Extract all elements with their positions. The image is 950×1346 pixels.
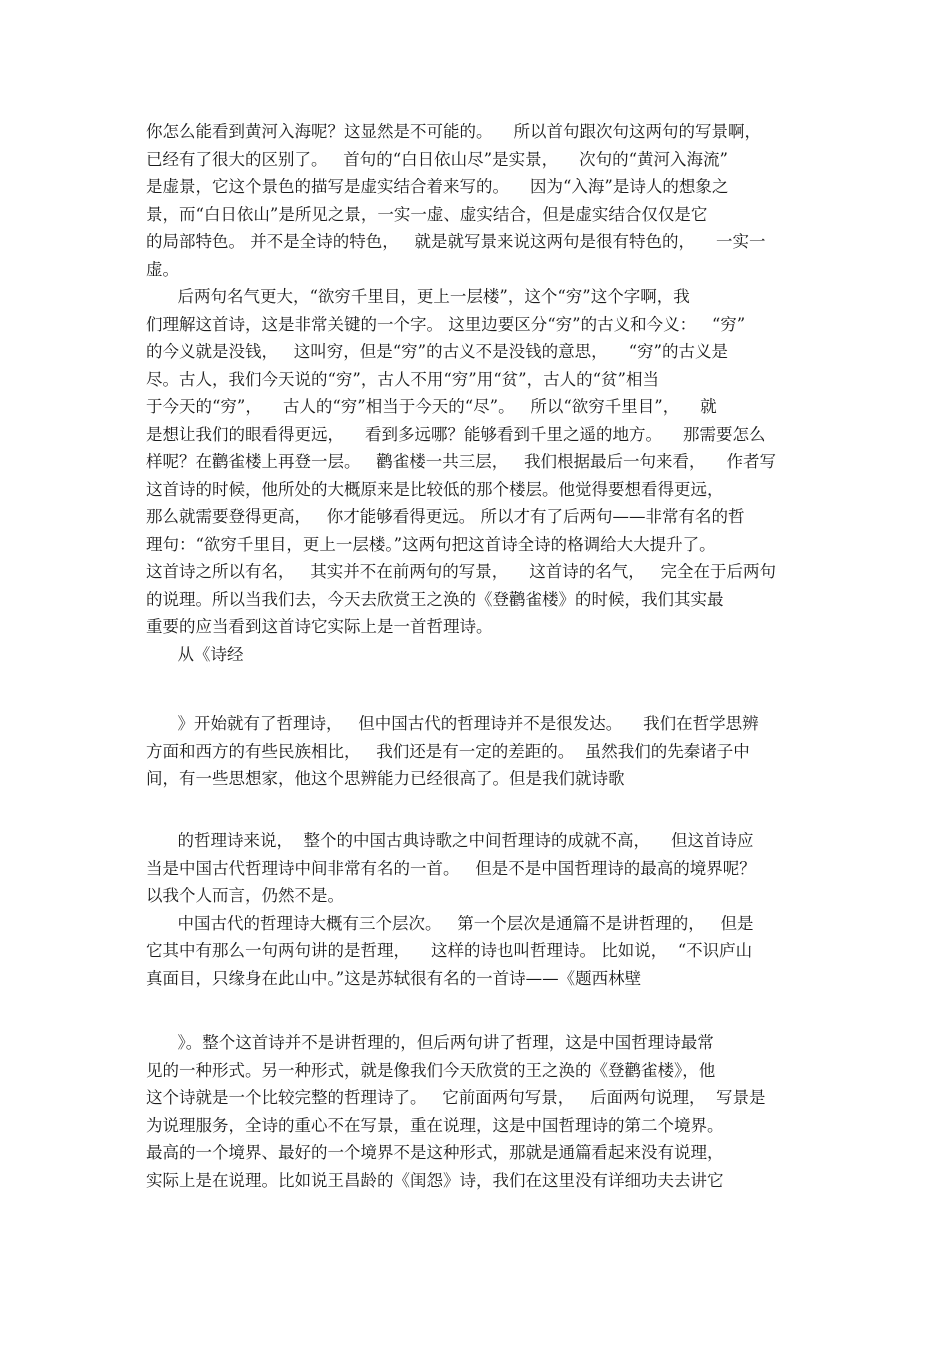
text-line: 的今义就是没钱， 这叫穷，但是“穷”的古义不是没钱的意思， “穷”的古义是 — [146, 342, 728, 361]
text-line: 以我个人而言，仍然不是。 — [146, 886, 344, 905]
text-block-2 — [146, 710, 816, 793]
text-line: 的局部特色。 并不是全诗的特色， 就是就写景来说这两句是很有特色的， 一实一 — [146, 232, 766, 251]
text-line: 为说理服务，全诗的重心不在写景，重在说理，这是中国哲理诗的第二个境界。 — [146, 1115, 724, 1135]
text-line: 这首诗之所以有名， 其实并不在前两句的写景， 这首诗的名气， 完全在于后两句 — [146, 562, 776, 581]
text-line: 的说理。所以当我们去，今天去欣赏王之涣的《登鹳雀楼》的时候，我们其实最 — [146, 589, 724, 609]
text-line: 景，而“白日依山”是所见之景，一实一虚、虚实结合，但是虚实结合仅仅是它 — [146, 204, 708, 224]
text-line: 那么就需要登得更高， 你才能够看得更远。 所以才有了后两句——非常有名的哲 — [146, 507, 745, 526]
text-line: 于今天的“穷”， 古人的“穷”相当于今天的“尽”。 所以“欲穷千里目”， 就 — [146, 397, 717, 416]
text-line: 你怎么能看到黄河入海呢？这显然是不可能的。 所以首句跟次句这两句的写景啊， — [146, 122, 761, 141]
text-line: 这首诗的时候，他所处的大概原来是比较低的那个楼层。他觉得要想看得更远， — [146, 479, 724, 499]
text-line: 见的一种形式。另一种形式，就是像我们今天欣赏的王之涣的《登鹳雀楼》，他 — [146, 1060, 716, 1080]
text-line: 样呢？在鹳雀楼上再登一层。 鹳雀楼一共三层， 我们根据最后一句来看， 作者写 — [146, 452, 776, 471]
text-line: 》开始就有了哲理诗， 但中国古代的哲理诗并不是很发达。 我们在哲学思辨 — [146, 714, 759, 733]
text-line: 重要的应当看到这首诗它实际上是一首哲理诗。 — [146, 617, 493, 636]
text-block-1 — [146, 118, 816, 668]
text-line: 实际上是在说理。比如说王昌龄的《闺怨》诗，我们在这里没有详细功夫去讲它 — [146, 1170, 724, 1190]
text-line: 已经有了很大的区别了。 首句的“白日依山尽”是实景， 次句的“黄河入海流” — [146, 149, 728, 169]
text-line: 是想让我们的眼看得更远， 看到多远哪？能够看到千里之遥的地方。 那需要怎么 — [146, 424, 766, 444]
text-line: 从《诗经 — [146, 644, 244, 664]
text-block-3 — [146, 827, 816, 992]
text-line: 后两句名气更大，“欲穷千里目，更上一层楼”，这个“穷”这个字啊，我 — [146, 287, 690, 306]
text-line: 理句：“欲穷千里目，更上一层楼。”这两句把这首诗全诗的格调给大大提升了。 — [146, 534, 716, 554]
text-line: 是虚景，它这个景色的描写是虚实结合着来写的。 因为“入海”是诗人的想象之 — [146, 177, 729, 196]
text-line: 的哲理诗来说， 整个的中国古典诗歌之中间哲理诗的成就不高， 但这首诗应 — [146, 831, 754, 850]
text-line: 中国古代的哲理诗大概有三个层次。 第一个层次是通篇不是讲哲理的， 但是 — [146, 913, 754, 933]
text-line: 虚。 — [146, 259, 179, 279]
text-line: 方面和西方的有些民族相比， 我们还是有一定的差距的。 虽然我们的先秦诸子中 — [146, 741, 750, 761]
text-line: 间，有一些思想家，他这个思辨能力已经很高了。但是我们就诗歌 — [146, 769, 625, 788]
text-line: 真面目，只缘身在此山中。”这是苏轼很有名的一首诗——《题西林壁 — [146, 968, 642, 988]
text-line: 当是中国古代哲理诗中间非常有名的一首。 但是不是中国哲理诗的最高的境界呢？ — [146, 858, 756, 878]
text-line: 它其中有那么一句两句讲的是哲理， 这样的诗也叫哲理诗。 比如说， “不识庐山 — [146, 941, 753, 960]
text-line: 》。整个这首诗并不是讲哲理的，但后两句讲了哲理，这是中国哲理诗最常 — [146, 1033, 714, 1052]
text-line: 这个诗就是一个比较完整的哲理诗了。 它前面两句写景， 后面两句说理， 写景是 — [146, 1088, 766, 1107]
text-block-4 — [146, 1029, 816, 1194]
text-line: 们理解这首诗，这是非常关键的一个字。 这里边要区分“穷”的古义和今义： “穷” — [146, 314, 746, 334]
text-line: 尽。古人，我们今天说的“穷”，古人不用“穷”用“贫”，古人的“贫”相当 — [146, 369, 659, 389]
text-line: 最高的一个境界、最好的一个境界不是这种形式，那就是通篇看起来没有说理， — [146, 1143, 724, 1162]
